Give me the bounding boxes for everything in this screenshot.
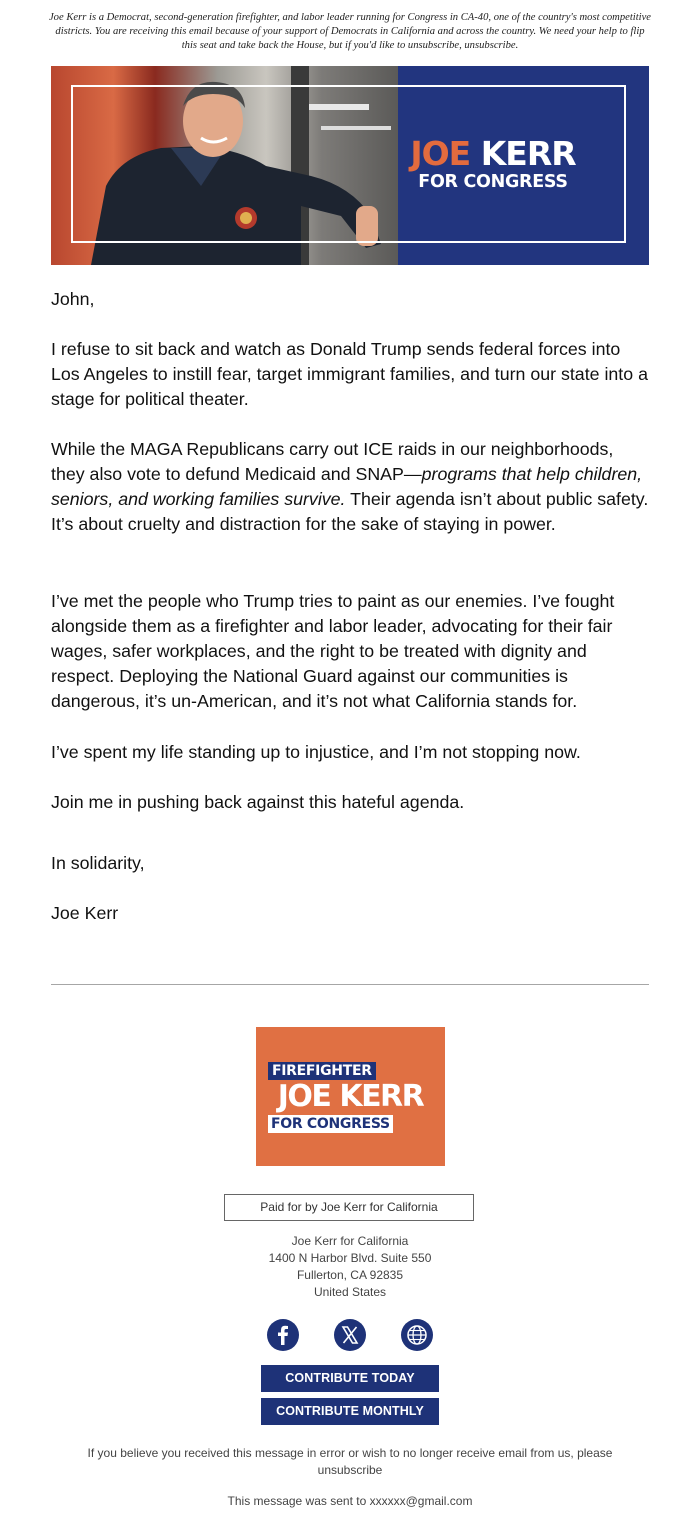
hero-name-last: KERR <box>480 134 576 173</box>
letter-paragraph-5: Join me in pushing back against this hateful agenda. <box>51 792 465 812</box>
footer-street: 1400 N Harbor Blvd. Suite 550 <box>268 1251 432 1265</box>
footer-country: United States <box>313 1285 387 1299</box>
logo-name: JOE KERR <box>277 1079 424 1114</box>
letter-paragraph-2 <box>51 437 651 537</box>
paid-for-disclaimer: Paid for by Joe Kerr for California <box>224 1194 474 1221</box>
contribute-monthly-button[interactable]: CONTRIBUTE MONTHLY <box>261 1398 439 1425</box>
contribute-today-button[interactable]: CONTRIBUTE TODAY <box>261 1365 439 1392</box>
hero-banner[interactable] <box>51 66 649 265</box>
footer-city: Fullerton, CA 92835 <box>296 1268 404 1282</box>
x-icon <box>334 1319 366 1351</box>
letter-signature: Joe Kerr <box>51 903 119 923</box>
facebook-icon <box>267 1319 299 1351</box>
letter-paragraph-1: I refuse to sit back and watch as Donald Trump sends federal forces into Los Angeles to instill fear, target immigrant families, and turn our state into a stage for political theater. <box>51 339 648 409</box>
x-link[interactable] <box>334 1319 366 1351</box>
logo-firefighter: FIREFIGHTER <box>268 1062 376 1080</box>
sent-to-notice: This message was sent to xxxxxx@gmail.com <box>227 1494 473 1508</box>
letter-paragraph-3: I’ve met the people who Trump tries to paint as our enemies. I’ve fought alongside them as a firefighter and labor leader, advocating for their fair wages, safer workplaces, and the right to be treated with dignity and respect. Deploying the National Guard against our communities is dangerous, it’s un-American, and it’s not what California stands for. <box>51 591 615 711</box>
hero-subtitle: FOR CONGRESS <box>418 172 568 192</box>
website-link[interactable] <box>401 1319 433 1351</box>
logo-for-congress: FOR CONGRESS <box>268 1115 393 1133</box>
letter-closing: In solidarity, <box>51 853 145 873</box>
hero-title <box>388 136 598 172</box>
hero-name-first: JOE <box>410 134 471 173</box>
campaign-logo[interactable] <box>256 1027 445 1166</box>
facebook-link[interactable] <box>267 1319 299 1351</box>
footer-divider <box>51 984 649 985</box>
letter-greeting: John, <box>51 289 95 309</box>
letter-paragraph-4: I’ve spent my life standing up to injustice, and I’m not stopping now. <box>51 742 581 762</box>
preheader-text: Joe Kerr is a Democrat, second-generation firefighter, and labor leader running for Congress in CA-40, one of the country's most competitive districts. You are receiving this email because of your support of Democrats in California and across the country. We need your help to flip this seat and take back the House, but if you'd like to unsubscribe, unsubscribe. <box>48 12 651 51</box>
paragraph-2-start: While the MAGA Republicans carry out ICE raids in our neighborhoods, they also vote to defund Medicaid and SNAP— <box>51 439 614 484</box>
footer-org: Joe Kerr for California <box>291 1234 409 1248</box>
globe-icon <box>401 1319 433 1351</box>
paragraph-2-italic: programs that help children, seniors, and working families survive. <box>51 464 643 509</box>
unsubscribe-notice[interactable]: If you believe you received this message in error or wish to no longer receive email from us, please unsubscribe <box>87 1446 613 1477</box>
paragraph-2-end: Their agenda isn’t about public safety. It’s about cruelty and distraction for the sake of staying in power. <box>51 489 649 534</box>
